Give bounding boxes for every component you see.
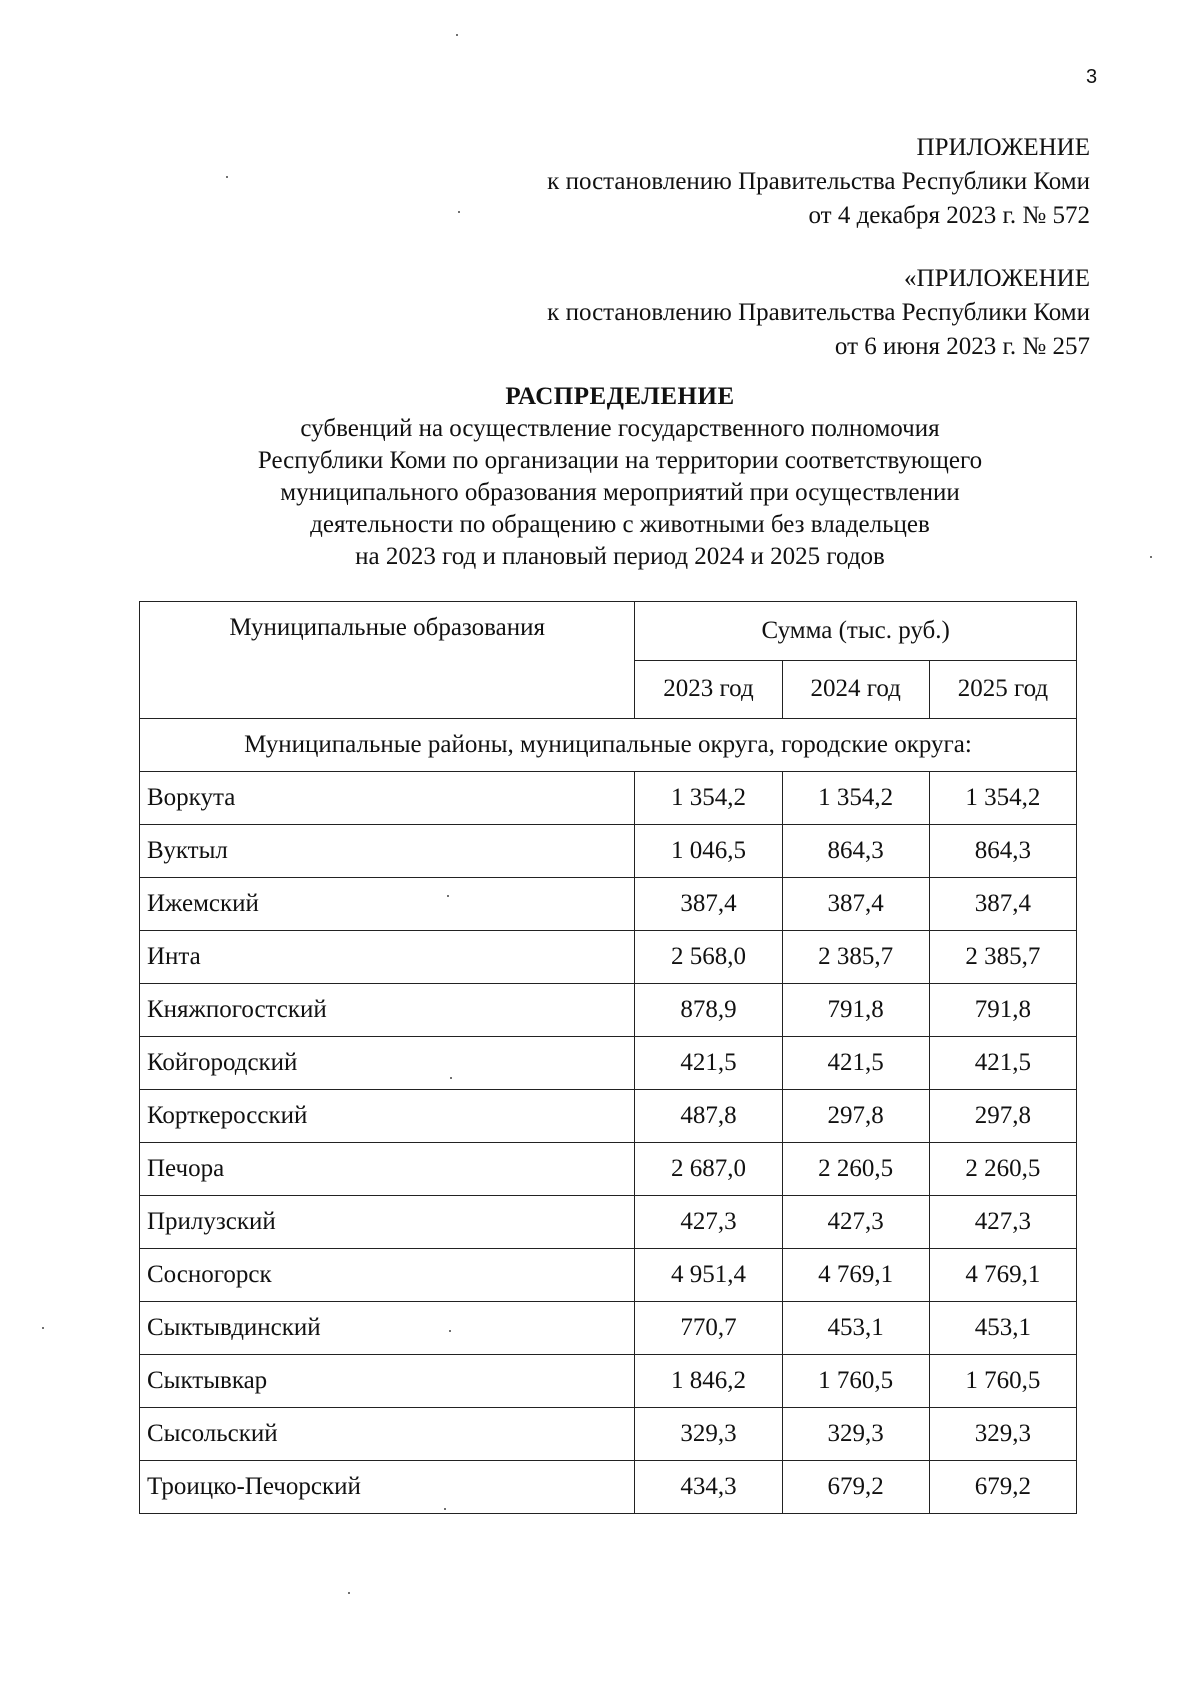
amount-2023: 4 951,4 — [635, 1249, 782, 1302]
table-row — [140, 1037, 1077, 1090]
table-row — [140, 1461, 1077, 1514]
amount-2023: 2 568,0 — [635, 931, 782, 984]
amount-2025: 4 769,1 — [929, 1249, 1076, 1302]
amount-2024: 2 385,7 — [782, 931, 929, 984]
appendix-title: ПРИЛОЖЕНИЕ — [916, 134, 1090, 161]
municipality-name: Печора — [140, 1143, 635, 1196]
amount-2025: 427,3 — [929, 1196, 1076, 1249]
table-row — [140, 878, 1077, 931]
municipality-name: Вуктыл — [140, 825, 635, 878]
amount-2023: 329,3 — [635, 1408, 782, 1461]
distribution-table — [139, 601, 1077, 1514]
municipality-name: Троицко-Печорский — [140, 1461, 635, 1514]
scan-speck — [42, 1327, 44, 1329]
table-row — [140, 1408, 1077, 1461]
amount-2025: 297,8 — [929, 1090, 1076, 1143]
municipality-name: Койгородский — [140, 1037, 635, 1090]
scan-speck — [444, 1508, 446, 1510]
amount-2024: 427,3 — [782, 1196, 929, 1249]
amount-2024: 387,4 — [782, 878, 929, 931]
header-municipalities: Муниципальные образования — [140, 602, 635, 719]
scan-speck — [450, 1077, 452, 1079]
amount-2023: 770,7 — [635, 1302, 782, 1355]
table-row — [140, 1090, 1077, 1143]
header-year-2023: 2023 год — [635, 660, 782, 719]
amount-2024: 297,8 — [782, 1090, 929, 1143]
page-number: 3 — [1086, 66, 1098, 88]
amount-2024: 679,2 — [782, 1461, 929, 1514]
appendix-header-original — [370, 262, 1090, 364]
amount-2024: 4 769,1 — [782, 1249, 929, 1302]
amount-2023: 387,4 — [635, 878, 782, 931]
scan-speck — [447, 895, 449, 897]
amount-2024: 1 760,5 — [782, 1355, 929, 1408]
amount-2023: 878,9 — [635, 984, 782, 1037]
header-year-2024: 2024 год — [782, 660, 929, 719]
amount-2023: 427,3 — [635, 1196, 782, 1249]
municipality-name: Сыктывдинский — [140, 1302, 635, 1355]
subtitle-line: на 2023 год и плановый период 2024 и 2025 годов — [355, 543, 885, 570]
amount-2025: 2 260,5 — [929, 1143, 1076, 1196]
amount-2024: 329,3 — [782, 1408, 929, 1461]
amount-2025: 453,1 — [929, 1302, 1076, 1355]
document-title-block — [140, 381, 1100, 573]
scan-speck — [458, 211, 460, 213]
amount-2023: 1 046,5 — [635, 825, 782, 878]
appendix-date-number: от 6 июня 2023 г. № 257 — [834, 333, 1090, 360]
amount-2023: 487,8 — [635, 1090, 782, 1143]
appendix-title: «ПРИЛОЖЕНИЕ — [904, 265, 1090, 292]
municipality-name: Воркута — [140, 772, 635, 825]
municipality-name: Сысольский — [140, 1408, 635, 1461]
appendix-resolution-line: к постановлению Правительства Республики Коми — [547, 299, 1090, 326]
table-row — [140, 984, 1077, 1037]
appendix-resolution-line: к постановлению Правительства Республики Коми — [547, 168, 1090, 195]
amount-2025: 679,2 — [929, 1461, 1076, 1514]
subtitle-line: Республики Коми по организации на территории соответствующего — [257, 447, 983, 474]
amount-2025: 329,3 — [929, 1408, 1076, 1461]
table-row — [140, 1302, 1077, 1355]
amount-2024: 2 260,5 — [782, 1143, 929, 1196]
municipality-name: Сыктывкар — [140, 1355, 635, 1408]
amount-2025: 2 385,7 — [929, 931, 1076, 984]
table-row — [140, 825, 1077, 878]
municipality-name: Инта — [140, 931, 635, 984]
amount-2025: 791,8 — [929, 984, 1076, 1037]
amount-2024: 791,8 — [782, 984, 929, 1037]
amount-2023: 2 687,0 — [635, 1143, 782, 1196]
amount-2023: 434,3 — [635, 1461, 782, 1514]
subtitle-line: деятельности по обращению с животными без владельцев — [310, 511, 930, 538]
municipality-name: Корткеросский — [140, 1090, 635, 1143]
amount-2025: 864,3 — [929, 825, 1076, 878]
amount-2025: 1 354,2 — [929, 772, 1076, 825]
amount-2025: 387,4 — [929, 878, 1076, 931]
section-heading: Муниципальные районы, муниципальные округа, городские округа: — [140, 719, 1077, 772]
scan-speck — [456, 34, 458, 36]
amount-2023: 1 846,2 — [635, 1355, 782, 1408]
scan-speck — [1150, 556, 1152, 558]
subtitle-line: муниципального образования мероприятий при осуществлении — [280, 479, 960, 506]
amount-2025: 421,5 — [929, 1037, 1076, 1090]
amount-2023: 421,5 — [635, 1037, 782, 1090]
amount-2023: 1 354,2 — [635, 772, 782, 825]
table-row — [140, 772, 1077, 825]
header-year-2025: 2025 год — [929, 660, 1076, 719]
scan-speck — [348, 1592, 350, 1594]
scan-speck — [449, 1330, 451, 1332]
table-row — [140, 1249, 1077, 1302]
header-sum: Сумма (тыс. руб.) — [635, 602, 1077, 661]
appendix-header-current — [370, 131, 1090, 233]
scan-speck — [226, 176, 228, 178]
subtitle-line: субвенций на осуществление государственного полномочия — [300, 415, 940, 442]
municipality-name: Сосногорск — [140, 1249, 635, 1302]
table-row — [140, 1196, 1077, 1249]
amount-2025: 1 760,5 — [929, 1355, 1076, 1408]
table-row — [140, 931, 1077, 984]
municipality-name: Княжпогостский — [140, 984, 635, 1037]
amount-2024: 1 354,2 — [782, 772, 929, 825]
table-row — [140, 1143, 1077, 1196]
municipality-name: Ижемский — [140, 878, 635, 931]
document-heading: РАСПРЕДЕЛЕНИЕ — [505, 383, 735, 410]
amount-2024: 864,3 — [782, 825, 929, 878]
municipality-name: Прилузский — [140, 1196, 635, 1249]
table-row — [140, 1355, 1077, 1408]
amount-2024: 453,1 — [782, 1302, 929, 1355]
amount-2024: 421,5 — [782, 1037, 929, 1090]
appendix-date-number: от 4 декабря 2023 г. № 572 — [808, 202, 1090, 229]
